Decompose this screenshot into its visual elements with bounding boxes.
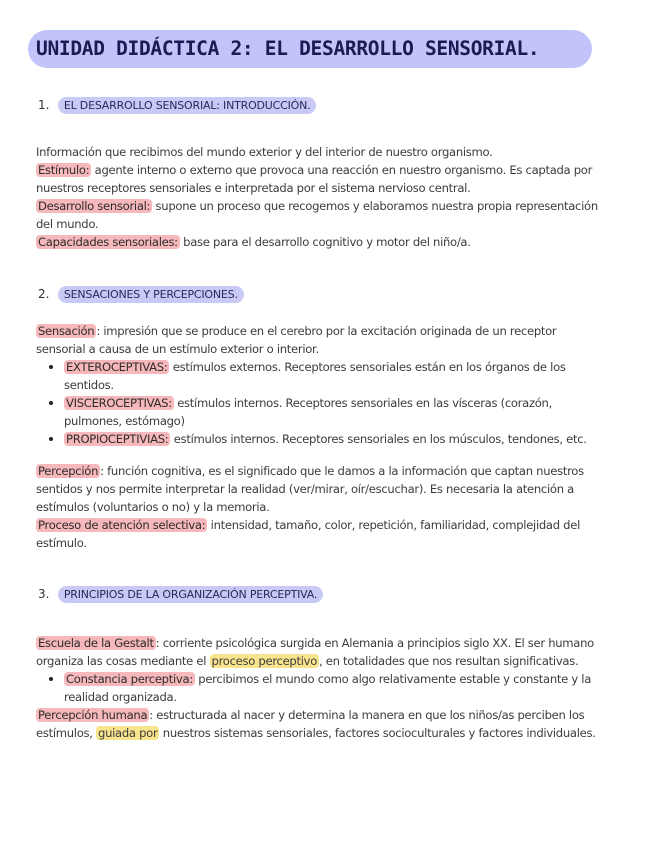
definition-text: : corriente psicológica surgida en Alemania a principios siglo XX. El ser humano (155, 636, 594, 650)
term-highlight: Constancia perceptiva: (66, 672, 193, 686)
text-line: nuestros receptores sensoriales e interpretada por el sistema nervioso central. (36, 181, 471, 195)
term-highlight: Percepción (38, 464, 99, 478)
text-line: Información que recibimos del mundo exterior y del interior de nuestro organismo. (36, 145, 493, 159)
text-line (36, 724, 616, 742)
text-fragment: estímulos, (36, 726, 97, 740)
text-fragment: , en totalidades que nos resultan significativas. (319, 654, 579, 668)
text-line: del mundo. (36, 217, 99, 231)
text-line: sentidos y nos permite interpretar la realidad (ver/mirar, oír/escuchar). Es necesaria la atención a (36, 482, 574, 496)
section-1-heading (38, 98, 316, 112)
term-highlight: Sensación (38, 324, 95, 338)
definition-text: : función cognitiva, es el significado que le damos a la información que captan nuestros (100, 464, 584, 478)
definition-text: : estructurada al nacer y determina la manera en que los niños/as perciben los (149, 708, 585, 722)
section-2-body (36, 322, 616, 552)
section-1-number: 1. (38, 98, 50, 112)
section-3-heading (38, 587, 323, 601)
text-line (36, 161, 616, 179)
text-fragment: nuestros sistemas sensoriales, factores socioculturales y factores individuales. (159, 726, 596, 740)
text-line (36, 322, 616, 340)
definition-text: supone un proceso que recogemos y elaboramos nuestra propia representación (152, 199, 598, 213)
term-highlight: Escuela de la Gestalt (38, 636, 154, 650)
definition-text: base para el desarrollo cognitivo y motor del niño/a. (179, 235, 471, 249)
term-highlight: Proceso de atención selectiva: (38, 518, 206, 532)
section-2-title: SENSACIONES Y PERCEPCIONES. (58, 286, 244, 303)
text-line: sentidos. (64, 378, 114, 392)
text-line: estímulos (voluntarios o no) y la memoria. (36, 500, 270, 514)
list-item (36, 670, 616, 688)
term-highlight: Estímulo: (38, 163, 90, 177)
definition-text: estímulos internos. Receptores sensoriales en los músculos, tendones, etc. (170, 432, 587, 446)
term-highlight: Desarrollo sensorial: (38, 199, 151, 213)
list-item (36, 430, 616, 448)
term-highlight: VISCEROCEPTIVAS: (66, 396, 172, 410)
section-3-title: PRINCIPIOS DE LA ORGANIZACIÓN PERCEPTIVA. (58, 586, 323, 603)
text-line (36, 462, 616, 480)
text-line (36, 197, 616, 215)
term-highlight: PROPIOCEPTIVIAS: (66, 432, 169, 446)
section-1-title: EL DESARROLLO SENSORIAL: INTRODUCCIÓN. (58, 97, 317, 114)
definition-text: intensidad, tamaño, color, repetición, familiaridad, complejidad del (207, 518, 580, 532)
text-line (36, 652, 616, 670)
yellow-highlight: proceso perceptivo (211, 654, 318, 668)
section-3-body (36, 634, 616, 742)
text-line (36, 233, 616, 251)
text-line (36, 516, 616, 534)
definition-text: estímulos externos. Receptores sensoriales están en los órganos de los (169, 360, 566, 374)
term-highlight: Capacidades sensoriales: (38, 235, 178, 249)
text-line: sensorial a causa de un estímulo exterior o interior. (36, 342, 319, 356)
definition-text: : impresión que se produce en el cerebro por la excitación originada de un receptor (96, 324, 557, 338)
section-2-number: 2. (38, 287, 50, 301)
yellow-highlight: guiada por (98, 726, 158, 740)
section-3-number: 3. (38, 587, 50, 601)
text-line (36, 706, 616, 724)
text-fragment: organiza las cosas mediante el (36, 654, 210, 668)
page-title: UNIDAD DIDÁCTICA 2: EL DESARROLLO SENSORIAL. (28, 30, 592, 68)
text-line: estímulo. (36, 536, 87, 550)
list-item (36, 394, 616, 412)
term-highlight: Percepción humana (38, 708, 148, 722)
section-1-body (36, 143, 616, 251)
text-line (36, 634, 616, 652)
list-item (36, 358, 616, 376)
definition-text: percibimos el mundo como algo relativamente estable y constante y la (194, 672, 592, 686)
definition-text: agente interno o externo que provoca una reacción en nuestro organismo. Es captada por (91, 163, 593, 177)
term-highlight: EXTEROCEPTIVAS: (66, 360, 168, 374)
section-2-heading (38, 287, 244, 301)
text-line: pulmones, estómago) (64, 414, 185, 428)
text-line: realidad organizada. (64, 690, 177, 704)
definition-text: estímulos internos. Receptores sensoriales en las vísceras (corazón, (173, 396, 552, 410)
